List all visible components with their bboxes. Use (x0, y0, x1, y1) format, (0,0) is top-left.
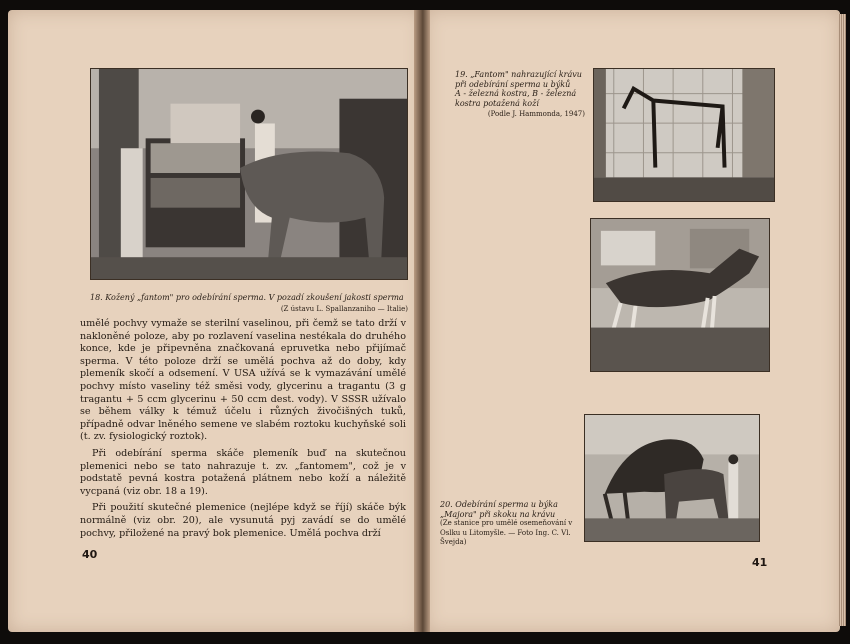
paragraph-3: Při použití skutečné plemenice (nejlépe když se říjí) skáče býk normálně (viz obr. 20), ale vysunutá pyj zavádí se do umělé pochvy, přiložené na pravý bok plemenice. Umělá pochva drží (80, 502, 406, 539)
figure-20-caption (440, 500, 574, 548)
figure-18-caption (90, 293, 408, 314)
figure-18-credit: (Z ústavu L. Spallanzaniho — Italie) (280, 304, 408, 313)
page-number-left: 40 (82, 548, 98, 561)
figure-19b-photo (590, 218, 770, 372)
figure-19-caption (455, 70, 585, 120)
page-edges (838, 14, 846, 626)
book-gutter (414, 10, 430, 632)
figure-18-photo (90, 68, 408, 280)
figure-20-photo (584, 414, 760, 542)
figure-20-credit: (Ze stanice pro umělé osemeňování v Oslku u Litomyšle. — Foto Ing. C. Vl. Švejda) (440, 519, 573, 546)
figure-20-caption-text: 20. Odebírání sperma u býka „Majora" při skoku na krávu (440, 500, 558, 519)
paragraph-1: umělé pochvy vymaže se sterilní vaselinou, při čemž se tato drží v nakloněné poloze, aby po rozlavení vaselina nestékala do druhého konce, kde je připevněna značkovaná epruvetka nebo přijímač sperma. V této poloze drží se umělá pochva až do doby, kdy plemeník skočí a odsemení. V USA užívá se k vymazávání umělé pochvy místo vaseliny též směsi vody, glycerinu a tragantu (3 g tragantu + 5 ccm glycerinu + 50 ccm dest. vody). V SSSR užívalo se během války k témuž účelu i různých živočišných tuků, případně odvar lněného semene ve slabém roztoku kuchyňské soli (t. zv. fysiologický roztok). (80, 318, 406, 443)
figure-18-caption-text: 18. Kožený „fantom" pro odebírání sperma. V pozadí zkoušení jakosti sperma (90, 293, 404, 302)
figure-19-legend: A - železná kostra, B - železná kostra potažená koží (455, 89, 577, 108)
figure-19a-photo (593, 68, 775, 202)
left-body-text (80, 318, 406, 544)
figure-19-credit: (Podle J. Hammonda, 1947) (487, 110, 585, 118)
figure-19-caption-text: 19. „Fantom" nahrazující krávu při odebírání sperma u býků (455, 70, 582, 89)
page-number-right: 41 (752, 556, 768, 569)
paragraph-2: Při odebírání sperma skáče plemeník buď na skutečnou plemenici nebo se tato nahrazuje t. zv. „fantomem", což je v podstatě pevná kostra potažená plátnem nebo koží a náležitě vycpaná (viz obr. 18 a 19). (80, 447, 406, 497)
